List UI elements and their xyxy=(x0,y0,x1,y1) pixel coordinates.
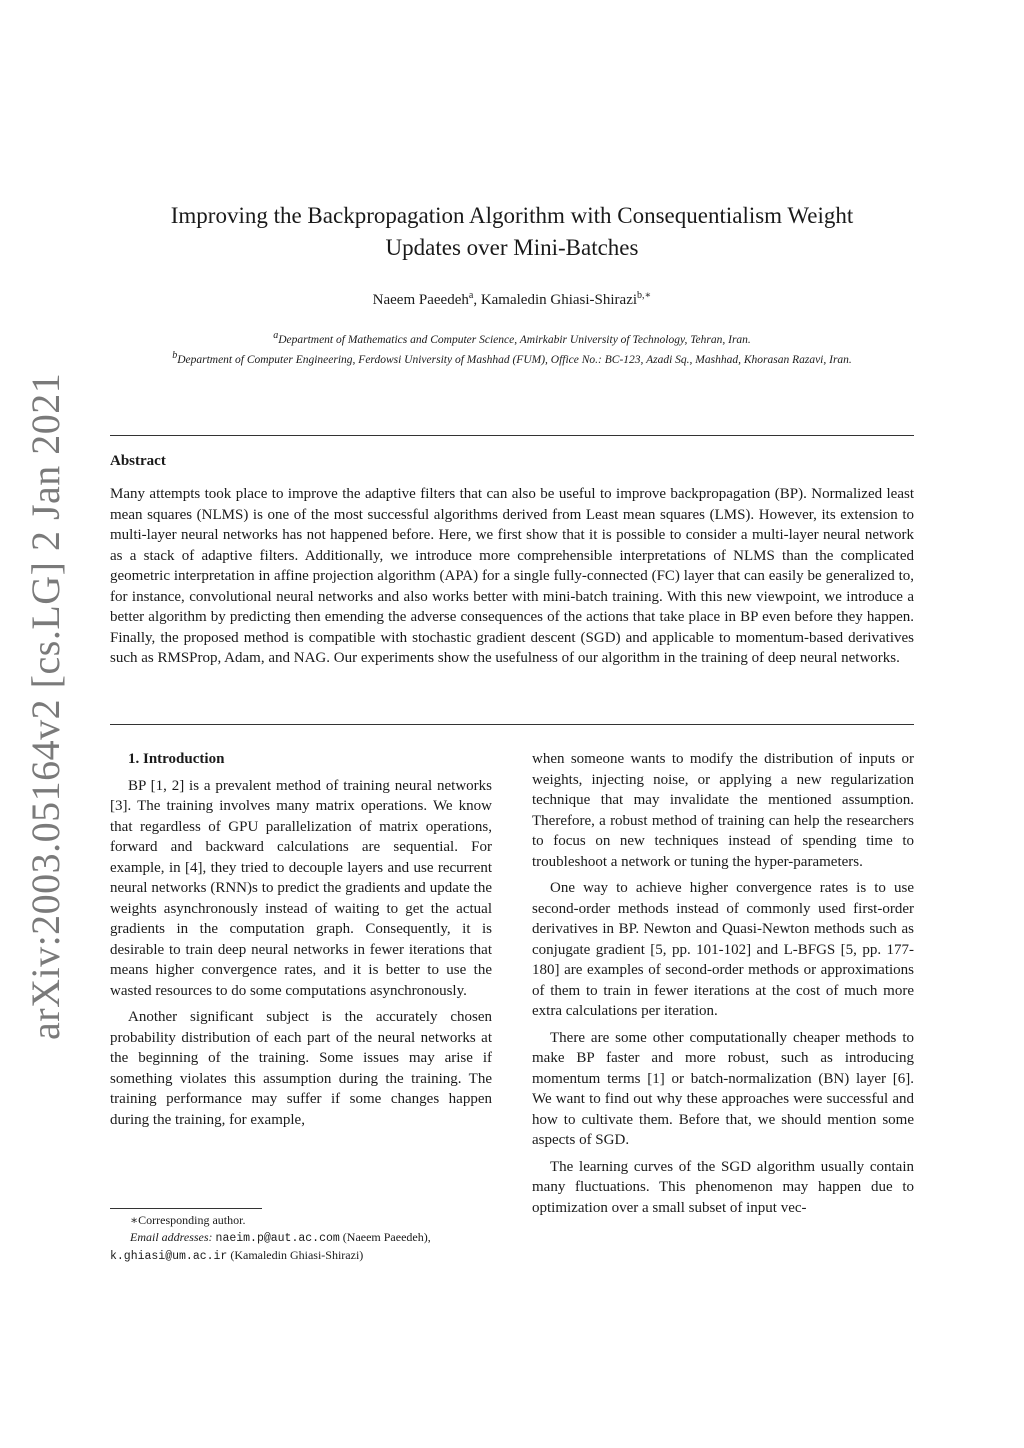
title-line-1: Improving the Backpropagation Algorithm with Consequentialism Weight xyxy=(170,203,854,228)
author-2-affil-mark: b,∗ xyxy=(637,290,652,301)
author-separator: , xyxy=(473,292,481,308)
author-2-name: Kamaledin Ghiasi-Shirazi xyxy=(480,292,638,308)
right-paragraph-3: There are some other computationally cheaper methods to make BP faster and more robust, such as introducing momentum terms [1] or batch-normalization (BN) layer [6]. We want to find out why these approaches were successful and how to cultivate them. Before that, we should mention some aspects of SGD. xyxy=(532,1029,914,1148)
right-paragraph-4: The learning curves of the SGD algorithm usually contain many fluctuations. This phenomenon may happen due to optimization over a small subset of input vec- xyxy=(532,1158,914,1216)
author-1-name: Naeem Paeedeh xyxy=(372,292,469,308)
footnote-rule xyxy=(110,1208,262,1209)
email-author-1: naeim.p@aut.ac.com xyxy=(215,1231,340,1245)
footnote-emails-line-1 xyxy=(110,1229,492,1248)
left-paragraph-2: Another significant subject is the accurately chosen probability distribution of each part of the neural networks at the beginning of the training. Some issues may arise if something violates this assumption during the training. The training performance may suffer if some changes happen during the training, for example, xyxy=(110,1009,492,1128)
affiliations xyxy=(110,328,914,368)
affiliation-a-text: Department of Mathematics and Computer Science, Amirkabir University of Technology, Tehran, Iran. xyxy=(278,333,751,346)
right-paragraph-2: One way to achieve higher convergence rates is to use second-order methods instead of commonly used first-order derivatives in BP. Newton and Quasi-Newton methods such as conjugate gradient [5, pp. 101-102] and L-BFGS [5, pp. 177-180] are examples of second-order methods or approximations of them to train in fewer iterations at the cost of much more extra calculations per iteration. xyxy=(532,880,914,1019)
right-column xyxy=(532,749,914,1224)
affiliation-a-mark: a xyxy=(273,330,279,341)
left-paragraph-1: BP [1, 2] is a prevalent method of training neural networks [3]. The training involves many matrix operations. We know that regardless of GPU parallelization of matrix operations, forward and backward calculations are sequential. For example, in [4], they tried to decouple layers and use recurrent neural networks (RNN)s to predict the gradients and update the weights asynchronously instead of waiting to get the actual gradients in the computation graph. Consequently, it is desirable to train deep neural networks in fewer iterations that means higher convergence rates, and it is better to use the wasted resources to do some computations asynchronously. xyxy=(110,777,492,999)
email-author-2-name: (Kamaledin Ghiasi-Shirazi) xyxy=(230,1248,364,1262)
affiliation-b-mark: b xyxy=(172,349,178,361)
email-author-2: k.ghiasi@um.ac.ir xyxy=(110,1250,228,1263)
affiliation-b xyxy=(110,348,914,368)
author-1-affil-mark: a xyxy=(468,290,474,301)
email-label: Email addresses: xyxy=(130,1229,213,1244)
title-line-2: Updates over Mini-Batches xyxy=(385,235,639,260)
footnote-corresponding-author: ∗Corresponding author. xyxy=(130,1213,246,1227)
abstract-bottom-rule xyxy=(110,724,914,725)
affiliation-b-text: Department of Computer Engineering, Ferdowsi University of Mashhad (FUM), Office No.: BC-123, Azadi Sq., Mashhad, Khorasan Razavi, Iran. xyxy=(177,353,852,366)
author-list xyxy=(110,290,914,309)
arxiv-identifier-stamp: arXiv:2003.05164v2 [cs.LG] 2 Jan 2021 xyxy=(23,372,68,1040)
footnotes xyxy=(110,1212,492,1266)
footnote-emails-line-2 xyxy=(110,1247,492,1266)
abstract-text: Many attempts took place to improve the adaptive filters that can also be useful to improve backpropagation (BP). Normalized least mean squares (NLMS) is one of the most successful algorithms derived from Least mean squares (LMS). However, its extension to multi-layer neural networks has not happened before. Here, we first show that it is possible to consider a multi-layer neural network as a stack of adaptive filters. Additionally, we introduce more comprehensible interpretations of NLMS than the complicated geometric interpretation in affine projection algorithm (APA) for a single fully-connected (FC) layer that can easily be generalized to, for instance, convolutional neural networks and also works better with mini-batch training. With this new viewpoint, we introduce a better algorithm by predicting then emending the adverse consequences of the actions that take place in BP even before they happen. Finally, the proposed method is compatible with stochastic gradient descent (SGD) and applicable to momentum-based derivatives such as RMSProp, Adam, and NAG. Our experiments show the usefulness of our algorithm in the training of deep neural networks. xyxy=(110,486,914,666)
affiliation-a xyxy=(110,328,914,348)
left-column xyxy=(110,749,492,1136)
section-1-heading: 1. Introduction xyxy=(128,751,225,767)
abstract-top-rule xyxy=(110,435,914,436)
email-author-1-name: (Naeem Paeedeh), xyxy=(342,1229,431,1244)
right-paragraph-1: when someone wants to modify the distribution of inputs or weights, injecting noise, or applying a new regularization technique that may invalidate the mentioned assumption. Therefore, a robust method of training can help the researchers to focus on new techniques instead of spending time to troubleshoot a network or tuning the hyper-parameters. xyxy=(532,751,914,870)
abstract-heading: Abstract xyxy=(110,453,166,469)
paper-title xyxy=(110,200,914,264)
